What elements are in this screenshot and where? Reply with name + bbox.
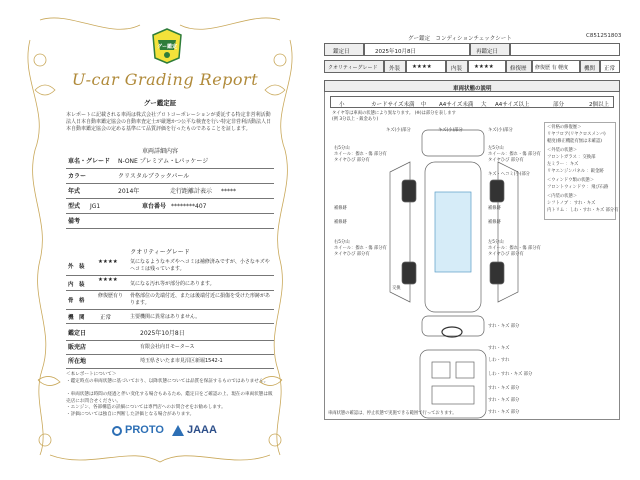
engine-label-cell: 機関 [580, 60, 600, 73]
proto-logo-icon [112, 426, 122, 436]
tire-note-2: (例 3分以上・鈑金あり) [332, 117, 379, 122]
quality-exterior-desc: 気になるようなキズやヘコミは補修済みですが、小さなキズやヘコミは残っています。 [130, 259, 270, 272]
condition-note-9: ＜内装の状態＞ [547, 194, 578, 199]
vehicle-section-title: 車両詳細内容 [141, 148, 178, 155]
damage-label-5: 補修跡 [334, 206, 347, 211]
damage-label-8: 補修跡 [488, 220, 501, 225]
vehicle-year-row [66, 185, 274, 199]
vehicle-chassis-value: ********407 [171, 203, 207, 210]
quality-exterior-row [66, 257, 274, 276]
note-1: ・鑑定時点の車両状態に基づいており、以降状態については品質を保証するものではありません。 [66, 379, 269, 384]
damage-label-10: すれ・キズ 部分 [488, 324, 520, 329]
engine-value-cell: 正常 [600, 60, 620, 73]
condition-note-6: リヤエンジンパネル ：鈑金跡 [547, 169, 604, 174]
damage-label-16: すれ・キズ 部分 [488, 410, 520, 415]
condition-note-5: 左ミラー ：キズ [547, 162, 579, 167]
quality-interior-label: 内 装 [68, 282, 85, 288]
vehicle-model-row [66, 200, 274, 214]
certificate-name: グー鑑定証 [143, 99, 177, 107]
damage-label-12: しわ・すれ [488, 358, 510, 363]
vehicle-mileage-label: 走行距離計表示 [170, 188, 213, 195]
vehicle-model-value: JG1 [90, 203, 101, 210]
damage-label-9: 交換 [392, 286, 401, 291]
vehicle-mileage-value: ***** [221, 188, 236, 195]
tire-rr-1: 右5分山 [334, 240, 350, 245]
quality-section-title: クオリティーグレード [130, 249, 190, 256]
exterior-value-cell: ★★★★ [406, 60, 446, 73]
quality-interior-row [66, 276, 274, 291]
tire-fl-1: 左5分山 [488, 146, 504, 151]
dealer-row [66, 341, 274, 355]
condition-note-11: 内トリム ：しわ・すれ・キズ 部分有 [547, 208, 619, 213]
interior-value-cell: ★★★★ [468, 60, 506, 73]
appraisal-date-value: 2025年10月8日 [140, 330, 185, 337]
quality-exterior-stars: ★★★★ [98, 259, 118, 265]
address-value: 埼玉県さいたま市見沼区新堀1542-1 [140, 358, 223, 364]
tire-rl-1: 左5分山 [488, 240, 504, 245]
appraisal-date-label: 鑑定日 [68, 330, 87, 337]
vehicle-name-value: N-ONE プレミアム・Lパッケージ [118, 158, 209, 165]
quality-exterior-label: 外 装 [68, 264, 85, 270]
condition-check-sheet [320, 0, 640, 480]
quality-frame-label: 骨 格 [68, 298, 85, 304]
size-legend-row: 小 カードサイズ未満 中 A4サイズ未満 大 A4サイズ以上 部分 2個以上 [330, 96, 614, 108]
condition-note-3: ＜外装の状態＞ [547, 148, 578, 153]
quality-engine-value: 正常 [100, 315, 112, 321]
repair-label-cell: 修復歴 [506, 60, 532, 73]
vehicle-color-label: カラー [68, 173, 87, 180]
date-value-cell: 2025年10月8日 [364, 43, 470, 56]
vehicle-color-value: クリスタルブラックパール [118, 173, 190, 180]
tire-rr-3: タイヤひび 部分有 [334, 252, 370, 257]
damage-label-2: キズ(小)部分 [438, 128, 463, 133]
tire-rr-2: ホイール：擦れ・傷 部分有 [334, 246, 387, 251]
notes-title: ＜本レポートについて＞ [66, 372, 117, 377]
quality-frame-value: 修復歴有り [98, 293, 124, 299]
vehicle-year-label: 年式 [68, 188, 81, 195]
condition-notes-title: ＜骨格の修復歴＞ [547, 125, 582, 130]
jaaa-logo-icon [172, 425, 184, 436]
condition-note-10: シフトノブ ：すれ・キズ [547, 201, 596, 206]
appraisal-date-row [66, 314, 274, 327]
dealer-value: 有限会社向日モータース [140, 344, 195, 350]
tire-fl-3: タイヤひび 部分有 [488, 158, 524, 163]
vehicle-remarks-label: 備考 [68, 218, 81, 225]
tire-rl-2: ホイール：擦れ・傷 部分有 [488, 246, 541, 251]
tire-rl-3: タイヤひび 部分有 [488, 252, 524, 257]
prev-date-label-cell: 再鑑定日 [470, 43, 510, 56]
quality-engine-desc: 主要機関に異常はありません。 [130, 314, 201, 320]
address-row [66, 355, 274, 369]
note-4: ・評価については独自に判断した評価となる場合があります。 [66, 412, 195, 417]
appraisal-date-row-2 [66, 327, 274, 341]
tire-fr-3: タイヤひび 部分有 [334, 158, 370, 163]
damage-label-1: キズ(小)部分 [386, 128, 411, 133]
vehicle-remarks-row [66, 215, 274, 229]
condition-note-4: フロントガラス ：交換部 [547, 155, 596, 160]
prev-date-value-cell [510, 43, 620, 56]
damage-label-14: すれ・キズ 部分 [488, 386, 520, 391]
quality-engine-label: 機 関 [68, 315, 85, 321]
damage-label-11: すれ・キズ [488, 346, 510, 351]
footer-note: 車両状態の確認は、停止状態で実施できる範囲で行っております。 [328, 411, 457, 416]
tire-note: タイヤ等は車両の状態により異なります。 (※)は部分を表します [332, 111, 456, 116]
sheet-title: グー鑑定 コンディションチェックシート [408, 36, 512, 42]
exterior-label-cell: 外装 [384, 60, 406, 73]
damage-label-7: 補修跡 [488, 206, 501, 211]
certificate-intro: 本レポートに記載される車両は株式会社プロトコーポレーションが委託する特定非営利活動法人日本自動車鑑定協会の自動車査定士が厳選かつ公平な検査を行い特定非営利活動法人日本自動車鑑定協会の定める基準にて品質評価を行ったものであることを証します。 [66, 112, 272, 133]
dealer-label: 販売店 [68, 344, 87, 351]
condition-note-7: ＜ウィンドウ類の状態＞ [547, 178, 595, 183]
tire-fr-2: ホイール：擦れ・傷 部分有 [334, 152, 387, 157]
vehicle-name-label: 車名・グレード [68, 158, 111, 165]
quality-interior-desc: 気になる汚れ等が部分的にあります。 [130, 281, 215, 287]
vehicle-name-row [66, 155, 274, 169]
grading-certificate: グー鑑定 U-car Grading Report グー鑑定証 本レポートに記載される車両は株式会社プロトコーポレーションが委託する特定非営利活動法人日本自動車鑑定協会の自動車査定士が厳選かつ公平な検査を行い特定非営利活動法人日本自動車鑑定協会の定める基準にて品質評価を行ったものであることを証します。 車両詳細内容 車名・グレード N-ONE プレミアム・Lパッケージ カラー クリスタルブラックパール 年式 2014年 走行距離計表示 ***** 型式 JG1 車台番号 ********407 備考 クオリティーグレード 外 装 ★★★★ 気になるようなキズやヘコミは補修済みですが、小さなキズやヘコミは残っています。 内 装 ★★★★ 気になる汚れ等が部分的にあります。 骨 格 修復歴有り 骨格部位の先端付近、または後端付近に損傷を受けた形跡があります。 機 関 正常 主要機関に異常はありません。 鑑定日 2025年10月8日 販売店 有限会社向日モータース 所在地 埼玉県さいたま市見沼区新堀1542-1 ＜本レポートについて＞ ・鑑定時点の車両状態に基づいており、以降状態については品質を保証するものではありません。 ・車両状態は時間の経過と伴い変化する場合もあるため、鑑定日をご確認の上、現在の車両状態は販売店にお問合せください。 ・エンジン、各部構造の詳細については専門店へのお問合せをお勧めします。 ・評価については独自に判断した評価となる場合があります。 PROTO JAAA [0, 0, 320, 480]
vehicle-chassis-label: 車台番号 [142, 203, 167, 210]
damage-label-3: キズ(小)部分 [488, 128, 513, 133]
quality-frame-desc: 骨格部位の先端付近、または後端付近に損傷を受けた形跡があります。 [130, 293, 271, 306]
condition-note-2: 軽度(修正機能有無は未確認) [547, 139, 602, 144]
note-2: ・車両状態は時間の経過と伴い変化する場合もあるため、鑑定日をご確認の上、現在の車両状態は販売店にお問合せください。 [66, 392, 273, 404]
damage-label-15: すれ・キズ 部分 [488, 398, 520, 403]
vehicle-color-row [66, 170, 274, 184]
damage-label-6: 補修跡 [334, 220, 347, 225]
damage-label-4: キズ・ヘコミ(小)部分 [488, 172, 530, 177]
date-label-cell: 鑑定日 [324, 43, 364, 56]
badge-label: グー鑑定 [156, 44, 177, 50]
address-label: 所在地 [68, 358, 87, 365]
sheet-id: C851251803 [586, 33, 622, 39]
tire-fr-1: 右5分山 [334, 146, 350, 151]
quality-interior-stars: ★★★★ [98, 277, 118, 283]
goo-appraisal-badge-icon [150, 28, 184, 64]
quality-grade-label-cell: クオリティーグレード [324, 60, 384, 73]
tire-fl-2: ホイール：擦れ・傷 部分有 [488, 152, 541, 157]
condition-note-8: フロントウィンドウ ：飛び石跡 [547, 185, 609, 190]
damage-label-13: しわ・すれ・キズ 部分 [488, 372, 533, 377]
note-3: ・エンジン、各部構造の詳細については専門店へのお問合せをお勧めします。 [66, 405, 226, 410]
repair-value-cell: 修復歴 有 軽度 [532, 60, 580, 73]
interior-label-cell: 内装 [446, 60, 468, 73]
vehicle-model-label: 型式 [68, 203, 81, 210]
vehicle-year-value: 2014年 [118, 188, 140, 195]
state-title-cell: 車両状態の説明 [324, 80, 620, 92]
condition-note-1: リヤフロア(リヤクロスメンバ) [547, 132, 606, 137]
report-title: U-car Grading Report [71, 70, 259, 89]
quality-frame-row [66, 291, 274, 310]
